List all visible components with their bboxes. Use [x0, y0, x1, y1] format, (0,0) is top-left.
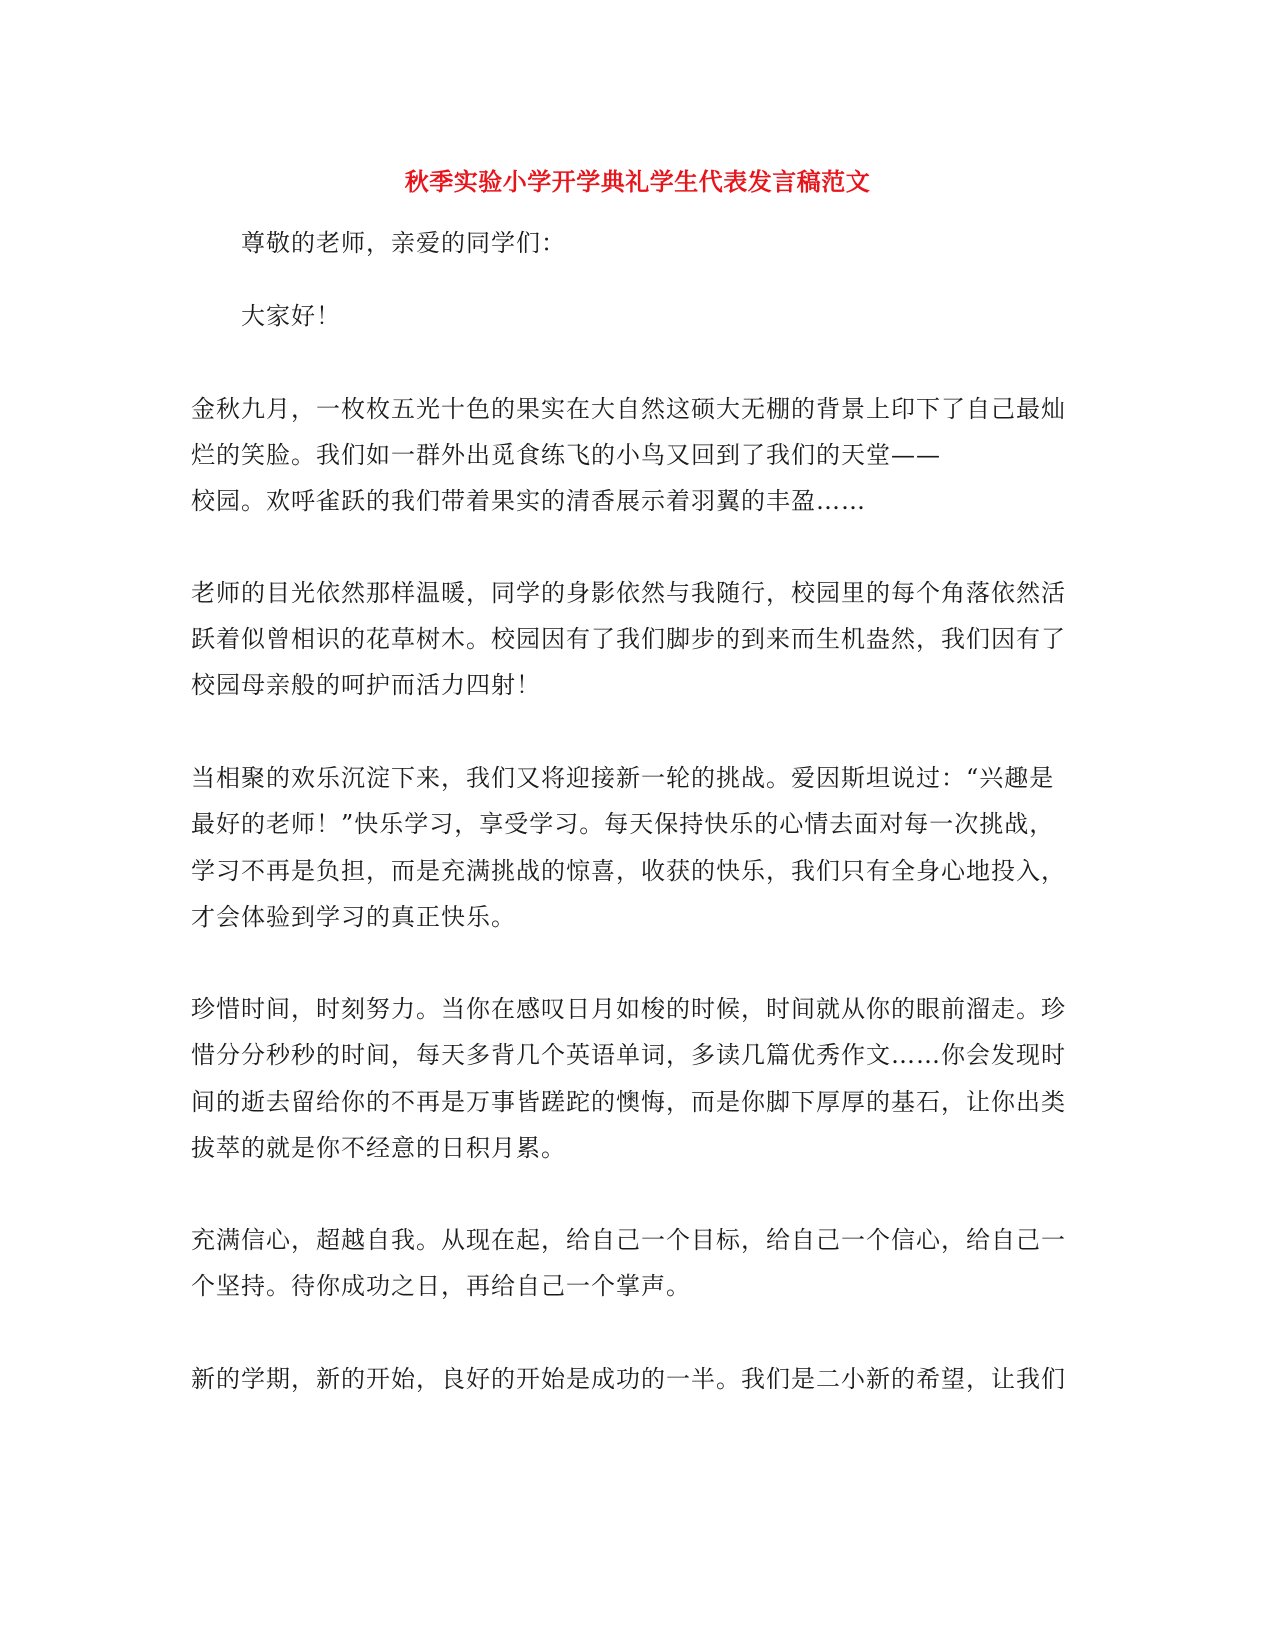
text-line: 当相聚的欢乐沉淀下来，我们又将迎接新一轮的挑战。爱因斯坦说过：“兴趣是 [191, 764, 1055, 792]
text-line: 新的学期，新的开始，良好的开始是成功的一半。我们是二小新的希望，让我们 [191, 1365, 1066, 1393]
text-line: 充满信心，超越自我。从现在起，给自己一个目标，给自己一个信心，给自己一 [191, 1226, 1066, 1254]
text-line: 惜分分秒秒的时间，每天多背几个英语单词，多读几篇优秀作文……你会发现时 [191, 1041, 1066, 1069]
text-line: 校园母亲般的呵护而活力四射！ [191, 671, 541, 699]
text-line: 烂的笑脸。我们如一群外出觅食练飞的小鸟又回到了我们的天堂—— [191, 441, 941, 469]
text-line: 最好的老师！”快乐学习，享受学习。每天保持快乐的心情去面对每一次挑战， [191, 810, 1055, 838]
text-line: 才会体验到学习的真正快乐。 [191, 903, 516, 931]
text-line: 校园。欢呼雀跃的我们带着果实的清香展示着羽翼的丰盈…… [191, 487, 866, 515]
text-line: 珍惜时间，时刻努力。当你在感叹日月如梭的时候，时间就从你的眼前溜走。珍 [191, 995, 1066, 1023]
text-line: 间的逝去留给你的不再是万事皆蹉跎的懊悔，而是你脚下厚厚的基石，让你出类 [191, 1088, 1066, 1116]
greeting-line: 大家好！ [241, 302, 341, 330]
greeting-line: 尊敬的老师，亲爱的同学们： [241, 229, 566, 257]
text-line: 老师的目光依然那样温暖，同学的身影依然与我随行，校园里的每个角落依然活 [191, 579, 1066, 607]
text-line: 拔萃的就是你不经意的日积月累。 [191, 1134, 566, 1162]
text-line: 跃着似曾相识的花草树木。校园因有了我们脚步的到来而生机盎然，我们因有了 [191, 625, 1066, 653]
page-title: 秋季实验小学开学典礼学生代表发言稿范文 [404, 167, 871, 196]
text-line: 金秋九月，一枚枚五光十色的果实在大自然这硕大无棚的背景上印下了自己最灿 [191, 395, 1066, 423]
text-line: 学习不再是负担，而是充满挑战的惊喜，收获的快乐，我们只有全身心地投入， [191, 857, 1066, 885]
text-line: 个坚持。待你成功之日，再给自己一个掌声。 [191, 1272, 691, 1300]
